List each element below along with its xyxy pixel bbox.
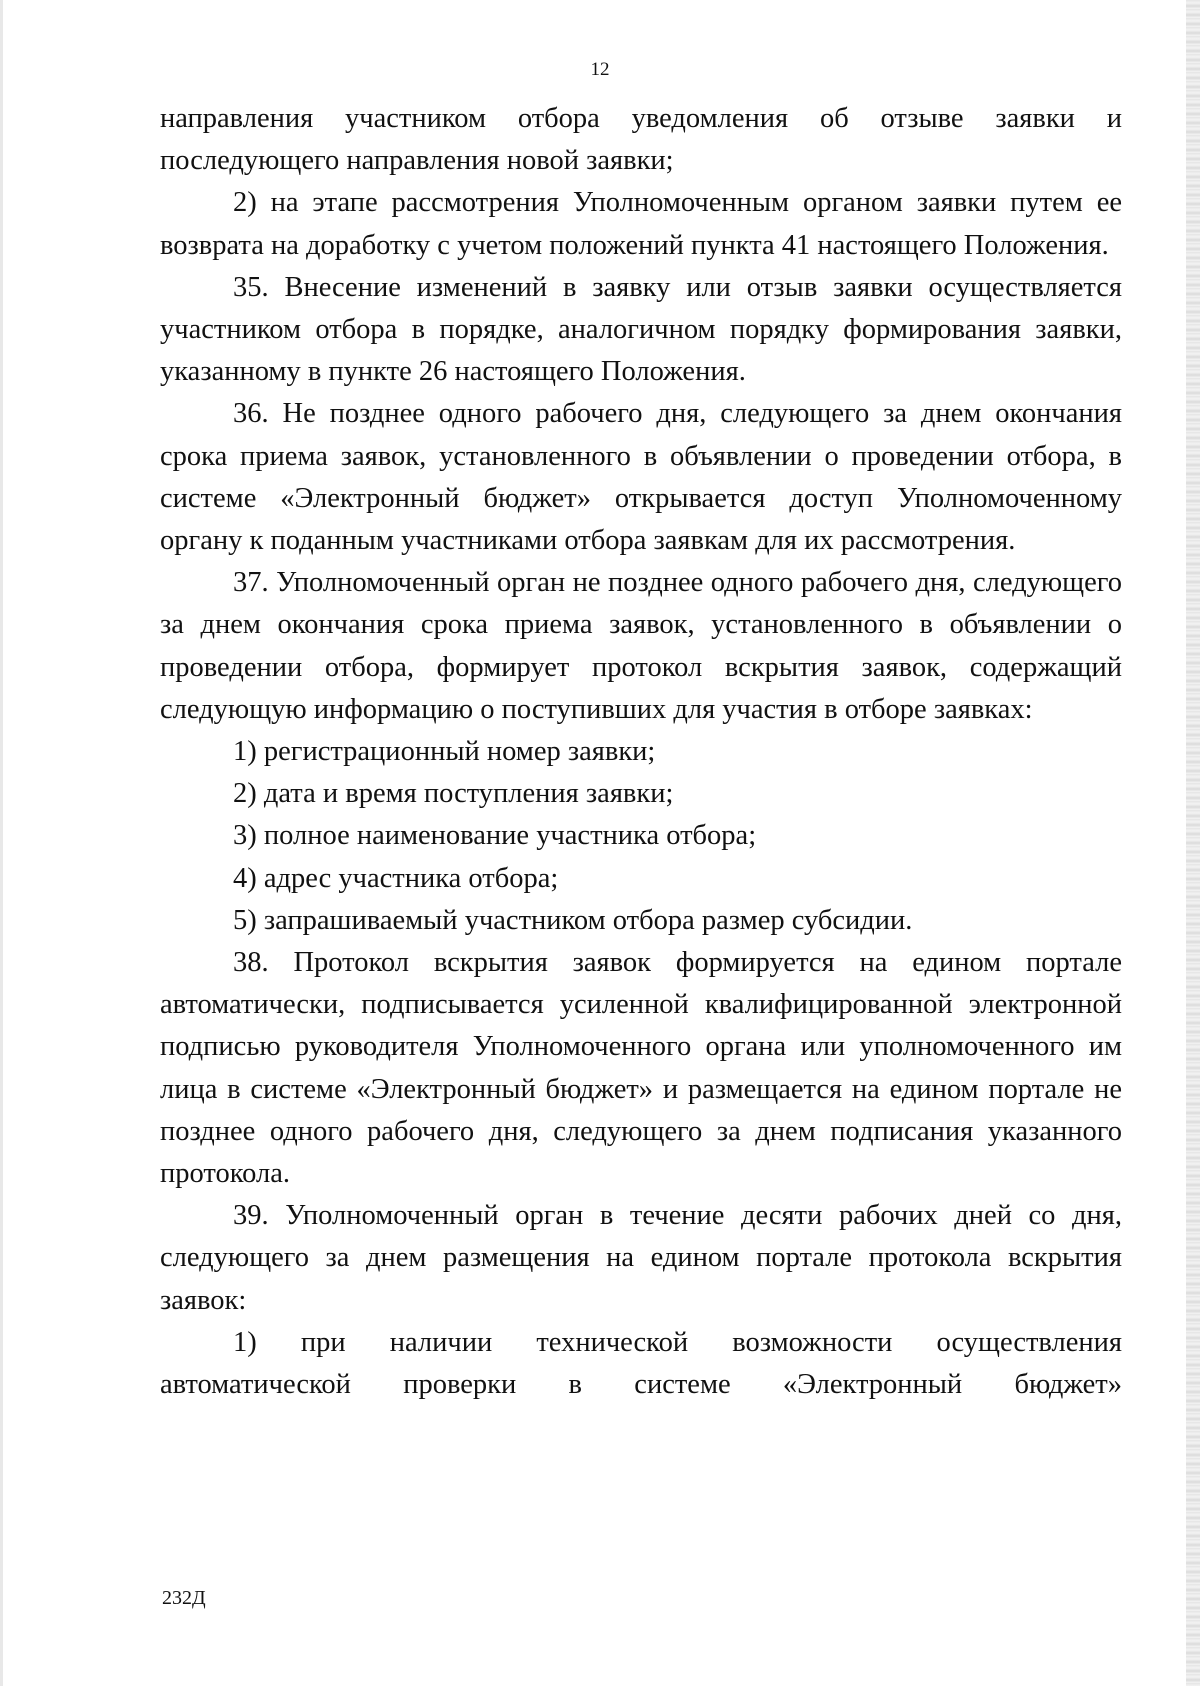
scan-left-edge bbox=[0, 0, 3, 1686]
scan-right-edge bbox=[1186, 0, 1200, 1686]
list-item-full-name: 3) полное наименование участника отбора; bbox=[233, 820, 757, 852]
paragraph-item-2: 2) на этапе рассмотрения Уполномоченным органом заявки путем ее возврата на доработку с учетом положений пункта 41 настоящего Положения. bbox=[160, 187, 1122, 261]
paragraph-36: 36. Не позднее одного рабочего дня, следующего за днем окончания срока приема заявок, установленного в объявлении о проведении отбора, в системе «Электронный бюджет» открывается доступ Уполномоченному органу к поданным участниками отбора заявкам для их рассмотрения. bbox=[160, 398, 1122, 557]
list-item-registration-number: 1) регистрационный номер заявки; bbox=[233, 736, 656, 768]
paragraph-39-item-1: 1) при наличии технической возможности осуществления автоматической проверки в системе «Электронный бюджет» bbox=[160, 1326, 1122, 1401]
paragraph-37: 37. Уполномоченный орган не позднее одного рабочего дня, следующего за днем окончания срока приема заявок, установленного в объявлении о проведении отбора, формирует протокол вскрытия заявок, содержащий следующую информацию о поступивших для участия в отборе заявках: bbox=[160, 567, 1122, 725]
paragraph-35: 35. Внесение изменений в заявку или отзыв заявки осуществляется участником отбора в порядке, аналогичном порядку формирования заявки, указанному в пункте 26 настоящего Положения. bbox=[160, 271, 1122, 388]
list-item-subsidy-amount: 5) запрашиваемый участником отбора размер субсидии. bbox=[233, 904, 913, 936]
paragraph-38: 38. Протокол вскрытия заявок формируется на едином портале автоматически, подписывается усиленной квалифицированной электронной подписью руководителя Уполномоченного органа или уполномоченного им лица в системе «Электронный бюджет» и размещается на едином портале не позднее одного рабочего дня, следующего за днем подписания указанного протокола. bbox=[160, 947, 1122, 1190]
page-number: 12 bbox=[590, 59, 610, 80]
document-code: 232Д bbox=[162, 1587, 206, 1609]
list-item-date-time: 2) дата и время поступления заявки; bbox=[233, 778, 674, 810]
list-item-address: 4) адрес участника отбора; bbox=[233, 862, 559, 894]
paragraph-39: 39. Уполномоченный орган в течение десяти рабочих дней со дня, следующего за днем размещения на едином портале протокола вскрытия заявок: bbox=[160, 1200, 1122, 1316]
paragraph-continuation: направления участником отбора уведомления об отзыве заявки и последующего направления новой заявки; bbox=[160, 103, 1122, 177]
document-body bbox=[160, 98, 1122, 1406]
